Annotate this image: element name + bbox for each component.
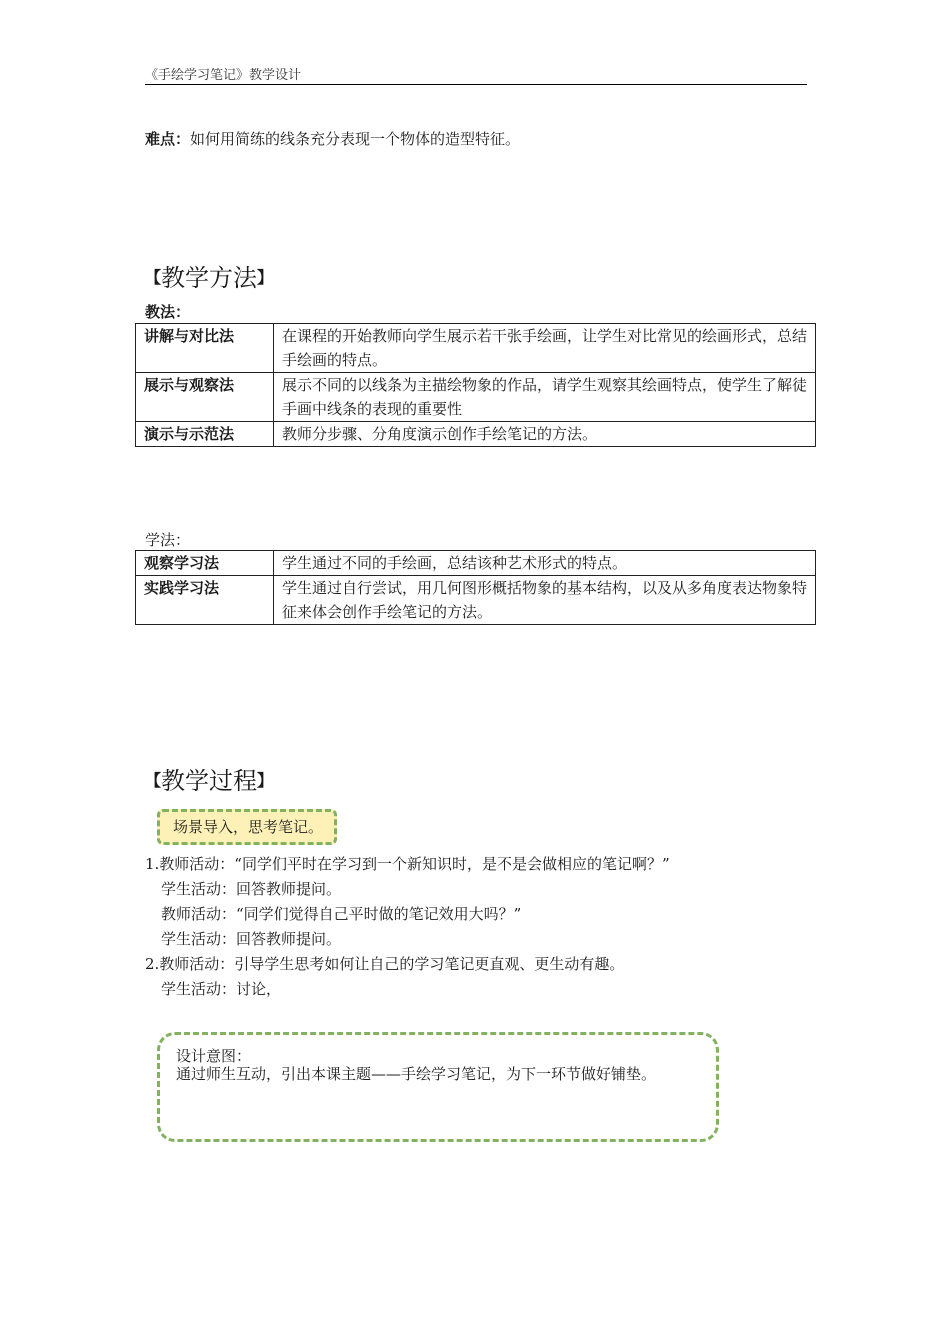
heading-left-bracket: 【 [145, 771, 162, 790]
page-header [145, 64, 807, 85]
scene-intro-label: 场景导入，思考笔记。 [173, 818, 324, 836]
method-description: 学生通过自行尝试，用几何图形概括物象的基本结构，以及从多角度表达物象特征来体会创作手绘笔记的方法。 [274, 576, 816, 625]
heading-right-bracket: 】 [257, 268, 274, 287]
method-name: 实践学习法 [136, 576, 274, 625]
activity-list [145, 852, 670, 1002]
method-name: 讲解与对比法 [136, 324, 274, 373]
teaching-methods-label: 教法： [145, 303, 191, 321]
teaching-process-heading [145, 761, 273, 796]
method-description: 展示不同的以线条为主描绘物象的作品，请学生观察其绘画特点，使学生了解徒手画中线条的表现的重要性 [274, 373, 816, 422]
method-description: 教师分步骤、分角度演示创作手绘笔记的方法。 [274, 422, 816, 447]
design-intent-text: 通过师生互动，引出本课主题——手绘学习笔记，为下一环节做好铺垫。 [176, 1065, 657, 1083]
learning-methods-table [135, 550, 816, 625]
table-row [136, 551, 816, 576]
design-intent-box [157, 1032, 719, 1142]
list-item: 1.教师活动：“同学们平时在学习到一个新知识时，是不是会做相应的笔记啊？” [145, 855, 670, 873]
design-intent-label: 设计意图： [176, 1047, 252, 1065]
difficulty-line [145, 128, 520, 149]
table-row [136, 324, 816, 373]
table-row [136, 373, 816, 422]
document-title: 《手绘学习笔记》教学设计 [145, 68, 302, 83]
heading-text: 教学方法 [161, 264, 258, 292]
list-item: 学生活动：讨论， [161, 980, 282, 998]
scene-intro-box [157, 809, 337, 845]
teaching-methods-table [135, 323, 816, 447]
method-name: 观察学习法 [136, 551, 274, 576]
method-description: 学生通过不同的手绘画，总结该种艺术形式的特点。 [274, 551, 816, 576]
difficulty-text: 如何用简练的线条充分表现一个物体的造型特征。 [190, 130, 521, 148]
method-name: 展示与观察法 [136, 373, 274, 422]
list-item: 2.教师活动：引导学生思考如何让自己的学习笔记更直观、更生动有趣。 [145, 955, 625, 973]
method-description: 在课程的开始教师向学生展示若干张手绘画，让学生对比常见的绘画形式，总结手绘画的特点。 [274, 324, 816, 373]
heading-text: 教学过程 [161, 767, 258, 795]
heading-right-bracket: 】 [257, 771, 274, 790]
list-item: 学生活动：回答教师提问。 [161, 930, 342, 948]
method-name: 演示与示范法 [136, 422, 274, 447]
list-item: 学生活动：回答教师提问。 [161, 880, 342, 898]
list-item: 教师活动：“同学们觉得自己平时做的笔记效用大吗？” [161, 905, 522, 923]
teaching-methods-heading [145, 258, 273, 293]
learning-methods-label: 学法： [145, 531, 191, 549]
heading-left-bracket: 【 [145, 268, 162, 287]
table-row [136, 576, 816, 625]
table-row [136, 422, 816, 447]
difficulty-label: 难点： [145, 130, 191, 148]
